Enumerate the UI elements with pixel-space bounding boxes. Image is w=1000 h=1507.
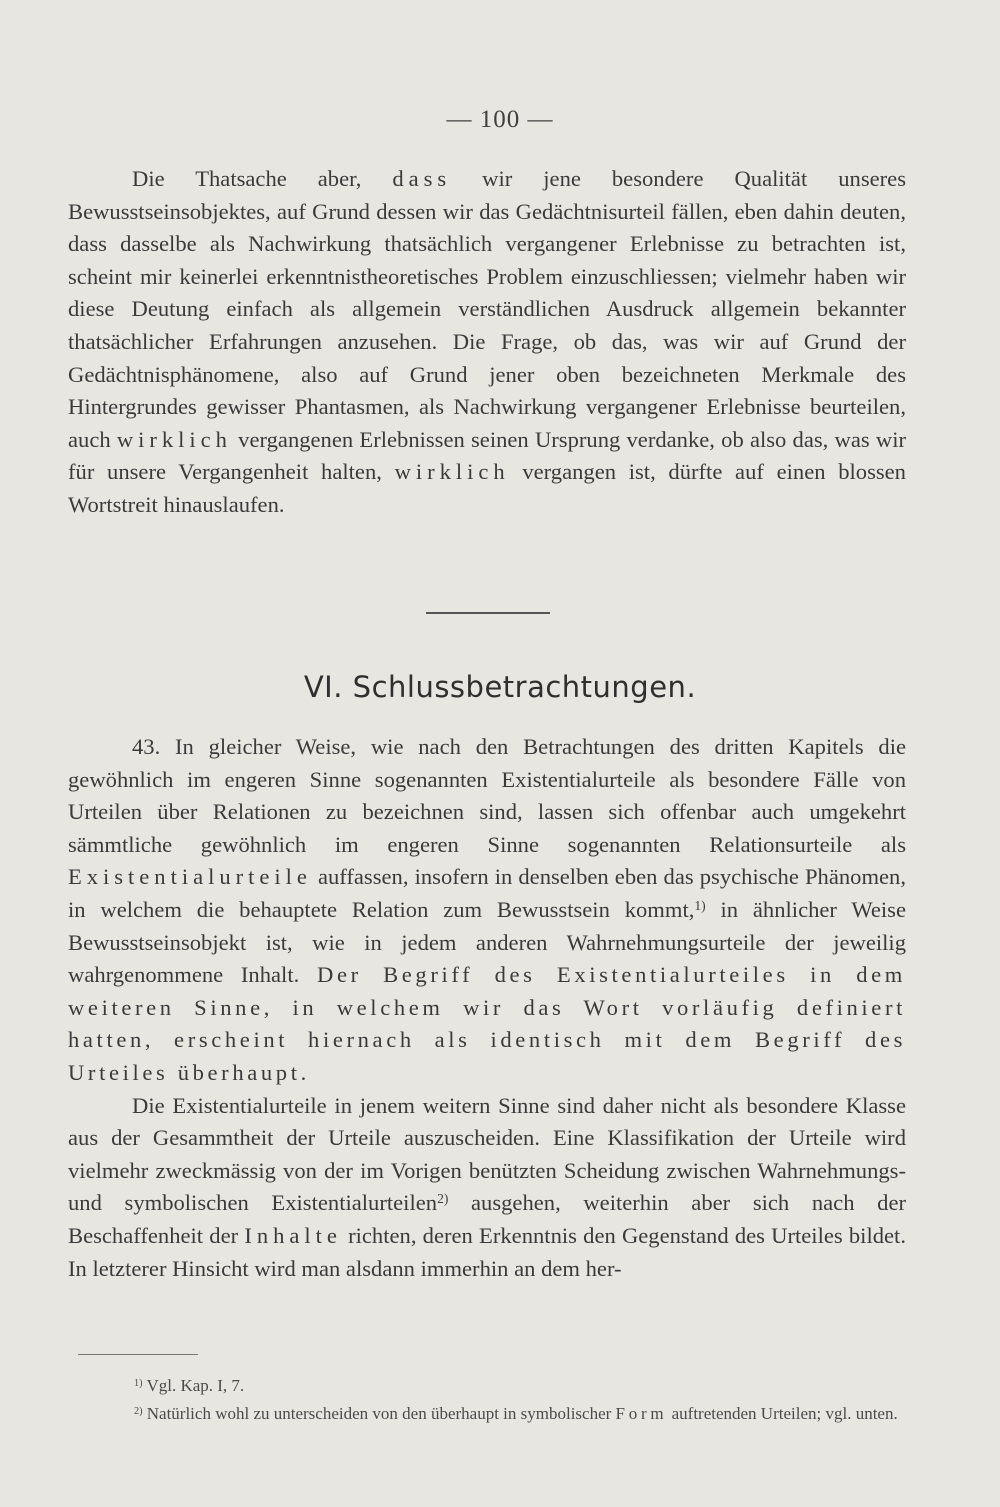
section-heading: VI. Schlussbetrachtungen. — [303, 670, 697, 704]
spaced-emphasis: dass — [392, 166, 452, 191]
footnote-text: Vgl. Kap. I, 7. — [146, 1376, 245, 1395]
spaced-emphasis: Form — [615, 1404, 668, 1423]
text-run: Die Thatsache aber, — [132, 166, 362, 191]
footnote-divider — [78, 1354, 198, 1355]
text-run: 43. In gleicher Weise, wie nach den Betrachtungen des dritten Kapitels die gewöhnlich im engeren Sinne sogenannten Existentialurteile als besondere Fälle von Urteilen über Relationen zu bezeichnen sind, lassen sich offenbar auch umgekehrt sämmtliche gewöhnlich im engeren Sinne sogenannten Relationsurteile als — [68, 734, 906, 857]
footnote — [70, 1400, 906, 1428]
text-run: Die Existentialurteile in jenem weitern Sinne sind daher nicht als besondere Klasse aus der Gesammtheit der Urteile auszuscheiden. Eine Klassifikation der Urteile wird vielmehr zweckmässig von der im Vorigen benützten Scheidung zwischen Wahrnehmungs- und symbolischen Existentialurteilen — [68, 1092, 906, 1216]
footnote-mark: 2) — [134, 1405, 143, 1417]
footnote-reference: 1) — [694, 898, 706, 914]
paragraph — [68, 1090, 906, 1286]
spaced-emphasis: Existentialurteile — [68, 864, 312, 890]
text-run: in ähnlicher Weise Bewusstseinsobjekt ist, wie in jedem anderen Wahrnehmungsurteile der jeweilig wahrgenommene Inhalt. — [68, 896, 906, 988]
spaced-emphasis: wirklich — [394, 459, 510, 485]
footnotes — [70, 1372, 906, 1428]
footnote-mark: 1) — [134, 1377, 143, 1389]
spaced-emphasis: wirklich — [116, 426, 232, 452]
section-divider — [426, 612, 550, 614]
footnote-text: Natürlich wohl zu unterscheiden von den überhaupt in symbolischer — [146, 1404, 612, 1423]
text-run: ausgehen, weiterhin aber sich nach der Beschaffenheit der — [68, 1190, 906, 1248]
footnote-reference: 2) — [437, 1191, 449, 1207]
spaced-emphasis: Inhalte — [244, 1222, 342, 1248]
footnote-text: auftretenden Urteilen; vgl. unten. — [671, 1404, 898, 1423]
text-run: vergangen ist, dürfte auf einen blossen Wortstreit hinauslaufen. — [68, 459, 906, 517]
page-number: — 100 — — [446, 106, 554, 133]
paragraph — [68, 163, 906, 522]
footnote — [70, 1372, 906, 1400]
paragraph — [68, 731, 906, 1090]
spaced-emphasis: Der Begriff des Existentialurteiles in dem weiteren Sinne, in welchem wir das Wort vorläufig definiert hatten, erscheint hiernach als identisch mit dem Begriff des Urteiles überhaupt. — [68, 962, 906, 1085]
body-text-top — [68, 163, 906, 522]
text-run: auffassen, insofern in denselben eben das psychische Phänomen, in welchem die behauptete Relation zum Bewusstsein kommt, — [68, 864, 906, 922]
text-run: vergangenen Erlebnissen seinen Ursprung verdanke, ob also das, was wir für unsere Vergangenheit halten, — [68, 426, 906, 485]
body-text-bottom — [68, 731, 906, 1285]
text-run: wir jene besondere Qualität unseres Bewusstseinsobjektes, auf Grund dessen wir das Gedächtnisurteil fällen, eben dahin deuten, dass dasselbe als Nachwirkung thatsächlich vergangener Erlebnisse zu betrachten ist, scheint mir keinerlei erkenntnistheoretisches Problem einzuschliessen; vielmehr haben wir diese Deutung einfach als allgemein verständlichen Ausdruck allgemein bekannter thatsächlicher Erfahrungen anzusehen. Die Frage, ob das, was wir auf Grund der Gedächtnisphänomene, also auf Grund jener oben bezeichneten Merkmale des Hintergrundes gewisser Phantasmen, als Nachwirkung vergangener Erlebnisse beurteilen, auch — [68, 166, 906, 452]
text-run: richten, deren Erkenntnis den Gegenstand des Urteiles bildet. In letzterer Hinsicht wird man alsdann immerhin an dem her- — [68, 1222, 906, 1281]
